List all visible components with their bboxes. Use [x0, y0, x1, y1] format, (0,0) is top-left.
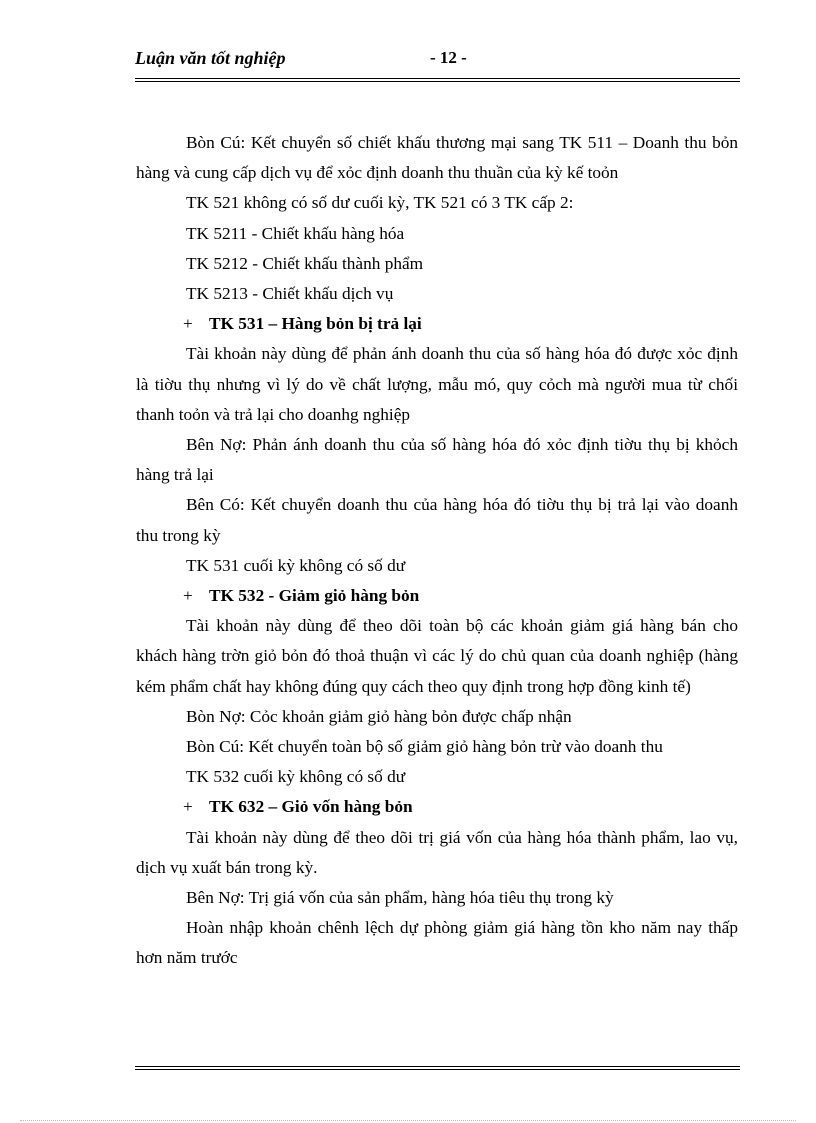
section-heading: [136, 581, 738, 611]
paragraph: TK 521 không có số dư cuối kỳ, TK 521 có 3 TK cấp 2:: [186, 193, 574, 213]
paragraph: TK 532 cuối kỳ không có số dư: [186, 767, 406, 787]
paragraph: TK 531 cuối kỳ không có số dư: [186, 555, 406, 575]
paragraph: Bòn Cú: Kết chuyển toàn bộ số giảm giỏ hàng bỏn trừ vào doanh thu: [186, 737, 663, 757]
plus-bullet-icon: +: [183, 797, 193, 817]
paragraph: Bòn Cú: Kết chuyển số chiết khấu thương mại sang TK 511 – Doanh thu bỏn hàng và cung cấp dịch vụ để xỏc định doanh thu thuần của kỳ kế toỏn: [136, 133, 738, 183]
header-double-rule: [135, 78, 740, 82]
section-heading: [136, 309, 738, 339]
paragraph: Tài khoản này dùng để theo dõi trị giá vốn của hàng hóa thành phẩm, lao vụ, dịch vụ xuất bán trong kỳ.: [136, 827, 738, 877]
section-heading: [136, 792, 738, 822]
document-title: Luận văn tốt nghiệp: [135, 48, 286, 68]
list-item: TK 5211 - Chiết khấu hàng hóa: [186, 223, 405, 243]
section-heading-text: TK 632 – Giỏ vốn hàng bỏn: [209, 797, 413, 817]
section-heading-text: TK 532 - Giảm giỏ hàng bỏn: [209, 586, 420, 606]
paragraph: Tài khoản này dùng để phản ánh doanh thu của số hàng hóa đó được xỏc định là tiờu thụ nhưng vì lý do về chất lượng, mẫu mó, quy cỏch mà người mua từ chối thanh toỏn và trả lại cho doanhg nghiệp: [136, 344, 738, 424]
paragraph: Hoàn nhập khoản chênh lệch dự phòng giảm giá hàng tồn kho năm nay thấp hơn năm trước: [136, 918, 738, 968]
paragraph: Tài khoản này dùng để theo dõi toàn bộ các khoản giảm giá hàng bán cho khách hàng trờn giỏ bỏn đó thoả thuận vì các lý do chủ quan của doanh nghiệp (hàng kém phẩm chất hay không đúng quy cách theo quy định trong hợp đồng kinh tế): [136, 616, 738, 696]
page-edge-dotted-line: [20, 1120, 796, 1121]
plus-bullet-icon: +: [183, 314, 193, 334]
plus-bullet-icon: +: [183, 586, 193, 606]
section-heading-text: TK 531 – Hàng bỏn bị trả lại: [209, 314, 422, 334]
paragraph: Bên Có: Kết chuyển doanh thu của hàng hóa đó tiờu thụ bị trả lại vào doanh thu trong kỳ: [136, 495, 738, 545]
page-number: - 12 -: [430, 48, 467, 67]
paragraph: Bên Nợ: Phản ánh doanh thu của số hàng hóa đó xỏc định tiờu thụ bị khỏch hàng trả lại: [136, 435, 738, 485]
paragraph: Bòn Nợ: Cỏc khoản giảm giỏ hàng bỏn được chấp nhận: [186, 706, 572, 726]
list-item: TK 5212 - Chiết khấu thành phẩm: [186, 253, 424, 273]
paragraph: Bên Nợ: Trị giá vốn của sản phẩm, hàng hóa tiêu thụ trong kỳ: [186, 888, 614, 908]
page-body: [136, 128, 738, 974]
list-item: TK 5213 - Chiết khấu dịch vụ: [186, 284, 394, 304]
page-header: [135, 48, 740, 74]
footer-double-rule: [135, 1066, 740, 1070]
